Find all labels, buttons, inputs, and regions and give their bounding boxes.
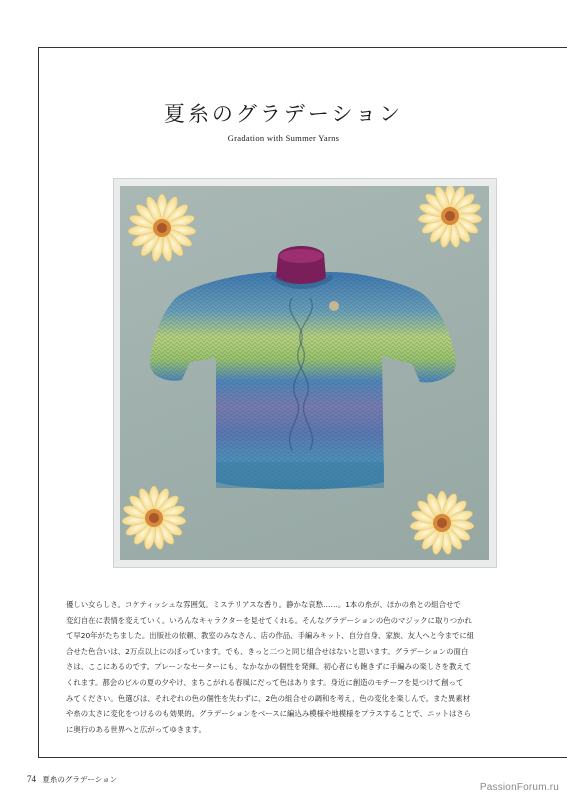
watermark: PassionForum.ru [479, 782, 559, 793]
frame-top-rule [38, 47, 567, 48]
body-line: 合せた色合いは、2万点以上にのぼっています。でも、きっと二つと同じ組合せはないと思います。グラデーションの面白 [66, 646, 469, 656]
flower-bottom-left [122, 486, 187, 550]
sweater-illustration [120, 186, 489, 560]
flower-bottom-right [410, 491, 475, 555]
body-line: に奥行のある世界へと広がってゆきます。 [66, 724, 206, 734]
sweater-photo [120, 186, 489, 560]
body-line: や糸の太さに変化をつけるのも効果的。グラデーションをベースに編込み模様や地模様をプラスすることで、ニットはさら [66, 709, 472, 719]
flower-top-left [128, 194, 197, 262]
body-line: 優しい女らしさ。コケティッシュな雰囲気。ミステリアスな香り。静かな哀愁……。1本の糸が、ほかの糸との組合せで [66, 600, 461, 609]
body-line: て早20年がたちました。出版社の依頼、教室のみなさん、店の作品、手編みキット、自分自身、家族、友人へと今までに組 [66, 631, 475, 641]
body-line: くれます。都会のビルの夏の夕やけ、まちこがれる春風にだって色はあります。身近に創造のモチーフを見つけて創って [66, 677, 464, 687]
page-number: 74 [27, 774, 36, 784]
body-line: さは、ここにあるのです。プレーンなセーターにも、なかなかの個性を発揮。初心者にも飽きずに手編みの楽しさを教えて [66, 662, 472, 672]
footer-section: 夏糸のグラデーション [42, 775, 118, 784]
body-line: 変幻自在に表情を変えていく。いろんなキャラクターを見せてくれる。そんなグラデーションの色のマジックに取りつかれ [66, 615, 472, 625]
frame-left-rule [38, 47, 39, 757]
frame-bottom-rule [38, 757, 567, 758]
page-subtitle: Gradation with Summer Yarns [227, 133, 340, 143]
sweater [150, 246, 456, 490]
body-text [66, 597, 528, 737]
body-line: みてください。色選びは、それぞれの色の個性を失わずに、2色の組合せの調和を考え、色の変化を楽しんで。また異素材 [66, 693, 471, 703]
page-title: 夏糸のグラデーション [163, 102, 404, 126]
page-footer [27, 774, 117, 785]
flower-top-right [418, 186, 483, 248]
